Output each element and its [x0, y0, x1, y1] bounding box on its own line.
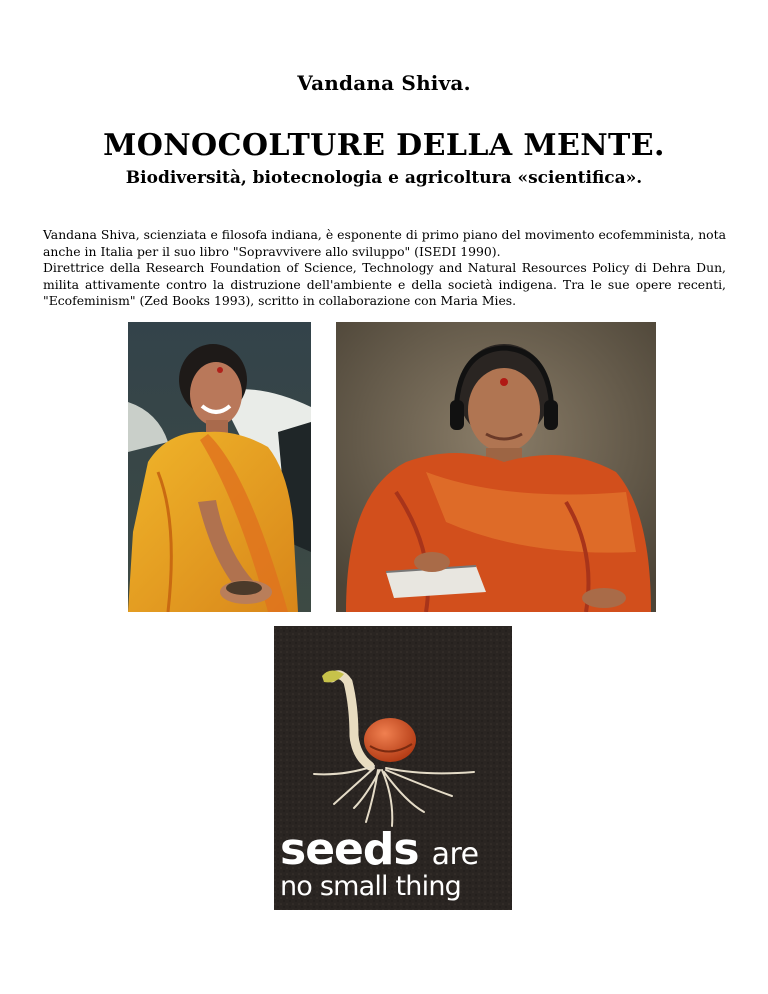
intro-text: [43, 227, 726, 310]
document-title: MONOCOLTURE DELLA MENTE.: [103, 128, 665, 163]
photo-vandana-shiva-yellow-saree: [128, 322, 311, 612]
intro-paragraph-1: Vandana Shiva, scienziata e filosofa indiana, è esponente di primo piano del movimento ecofemminista, nota anche in Italia per il suo libro "Sopravvivere allo sviluppo" (ISEDI 1990).: [43, 227, 726, 259]
photo-vandana-shiva-orange-saree: [336, 322, 656, 612]
poster-seeds-are-no-small-thing: [274, 626, 512, 910]
author-name: Vandana Shiva.: [297, 71, 471, 95]
poster-headline: [280, 824, 510, 877]
document-subtitle: Biodiversità, biotecnologia e agricoltura «scientifica».: [125, 168, 643, 188]
poster-word-are: are: [431, 837, 479, 872]
intro-paragraph-2: Direttrice della Research Foundation of Science, Technology and Natural Resources Policy di Dehra Dun, milita attivamente contro la distruzione dell'ambiente e della società indigena. Tra le sue opere recenti, "Ecofeminism" (Zed Books 1993), scritto in collaborazione con Maria Mies.: [43, 260, 726, 308]
poster-subline: no small thing: [280, 871, 461, 902]
poster-word-seeds: seeds: [280, 824, 419, 875]
